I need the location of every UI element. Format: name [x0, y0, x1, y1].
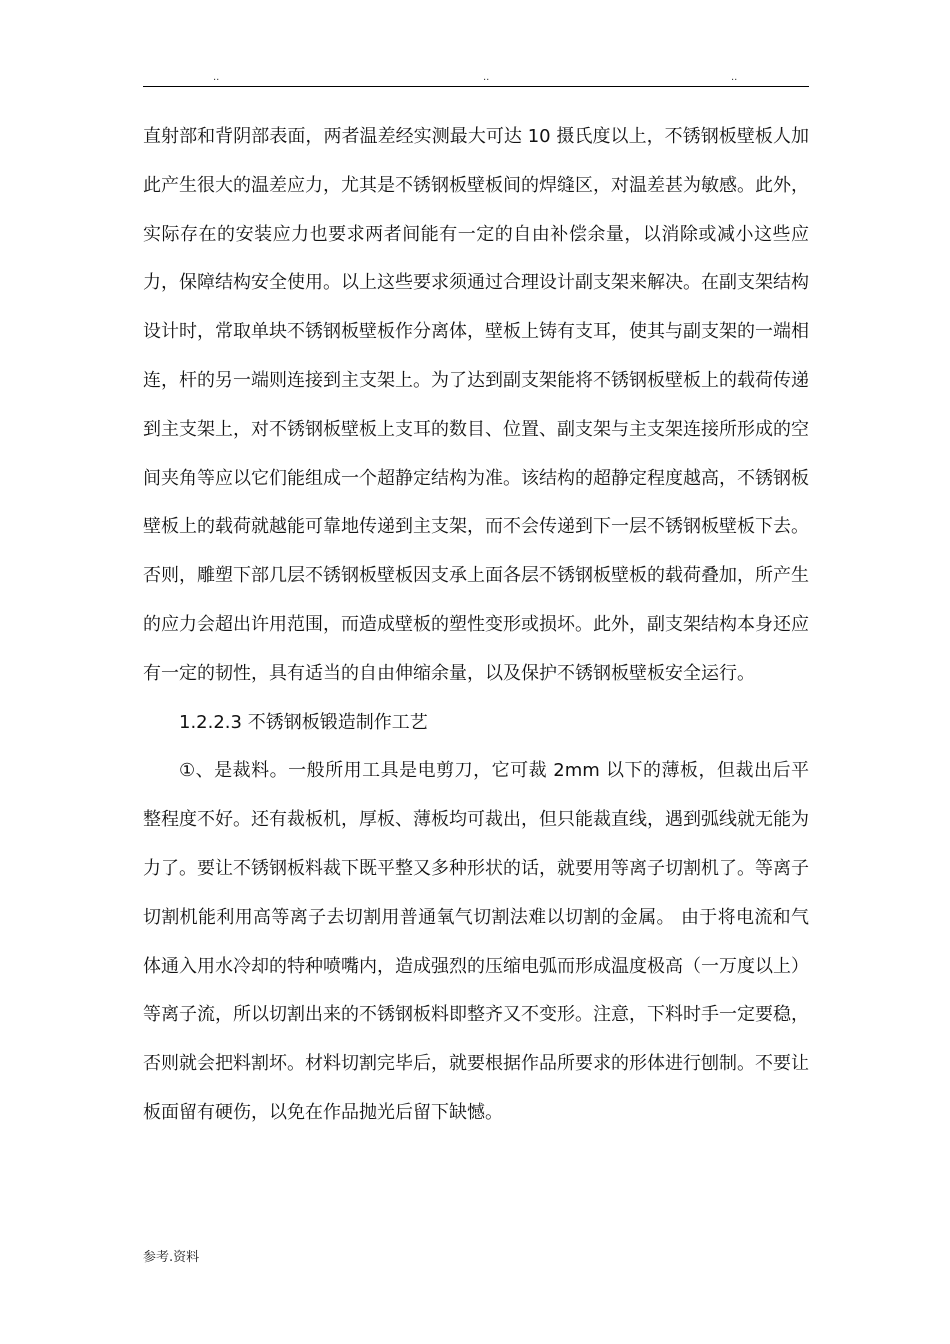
header-divider — [143, 86, 809, 87]
header-mark-right: .. — [731, 72, 738, 83]
page-header — [143, 72, 808, 86]
body-paragraph-2: ①、是裁料。一般所用工具是电剪刀，它可裁 2mm 以下的薄板，但裁出后平整程度不好。还有裁板机，厚板、薄板均可裁出，但只能裁直线，遇到弧线就无能为力了。要让不锈钢板料裁下既平整又多种形状的话，就要用等离子切割机了。等离子切割机能利用高等离子去切割用普通氧气切割法难以切割的金属。 由于将电流和气体通入用水冷却的特种喷嘴内，造成强烈的压缩电弧而形成温度极高（一万度以上）等离子流，所以切割出来的不锈钢板料即整齐又不变形。注意，下料时手一定要稳，否则就会把料割坏。材料切割完毕后，就要根据作品所要求的形体进行刨制。不要让板面留有硬伤，以免在作品抛光后留下缺憾。 — [143, 760, 809, 1123]
document-body — [143, 113, 809, 1138]
body-paragraph-1: 直射部和背阴部表面，两者温差经实测最大可达 10 摄氏度以上，不锈钢板壁板人加此产生很大的温差应力，尤其是不锈钢板壁板间的焊缝区，对温差甚为敏感。此外，实际存在的安装应力也要求两者间能有一定的自由补偿余量，以消除或减小这些应力，保障结构安全使用。以上这些要求须通过合理设计副支架来解决。在副支架结构设计时，常取单块不锈钢板壁板作分离体，壁板上铸有支耳，使其与副支架的一端相连，杆的另一端则连接到主支架上。为了达到副支架能将不锈钢板壁板上的载荷传递到主支架上，对不锈钢板壁板上支耳的数目、位置、副支架与主支架连接所形成的空间夹角等应以它们能组成一个超静定结构为准。该结构的超静定程度越高，不锈钢板壁板上的载荷就越能可靠地传递到主支架，而不会传递到下一层不锈钢板壁板下去。否则，雕塑下部几层不锈钢板壁板因支承上面各层不锈钢板壁板的载荷叠加，所产生的应力会超出许用范围，而造成壁板的塑性变形或损坏。此外，副支架结构本身还应有一定的韧性，具有适当的自由伸缩余量，以及保护不锈钢板壁板安全运行。 — [143, 126, 809, 684]
header-mark-middle: .. — [483, 72, 490, 83]
section-heading: 1.2.2.3 不锈钢板锻造制作工艺 — [179, 711, 428, 733]
page-footer: 参考.资料 — [143, 1250, 200, 1265]
header-mark-left: .. — [213, 72, 220, 83]
